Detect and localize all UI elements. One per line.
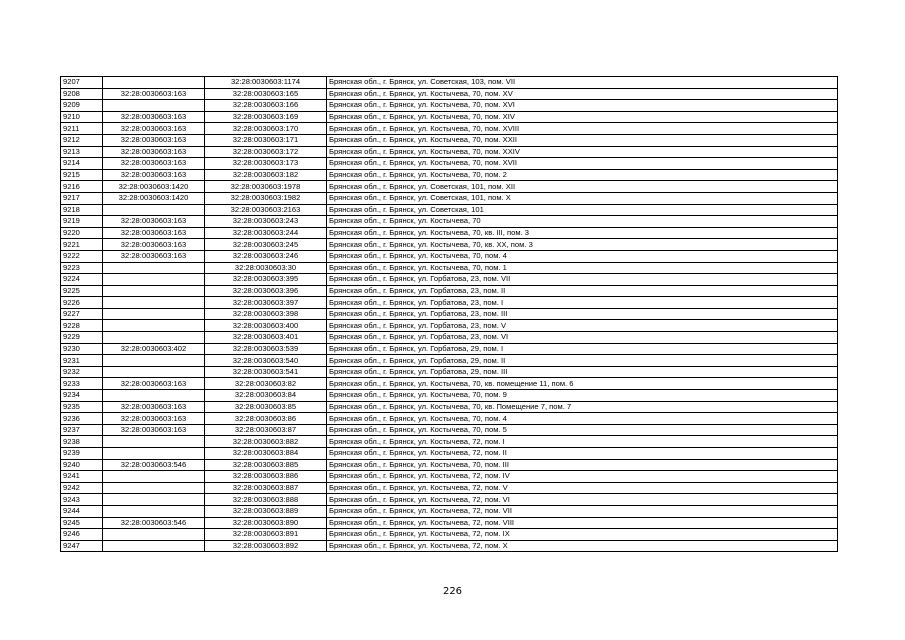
cadastral-number-cell: 32:28:0030603:541 xyxy=(205,366,327,378)
cadastral-number-cell: 32:28:0030603:170 xyxy=(205,123,327,135)
parent-cadastral-number-cell xyxy=(103,100,205,112)
address-cell: Брянская обл., г. Брянск, ул. Советская, 101, пом. XII xyxy=(327,181,838,193)
cadastral-registry-table xyxy=(60,76,838,552)
address-cell: Брянская обл., г. Брянск, ул. Костычева, 72, пом. VIII xyxy=(327,517,838,529)
cadastral-number-cell: 32:28:0030603:887 xyxy=(205,482,327,494)
table-row xyxy=(61,100,838,112)
table-row xyxy=(61,308,838,320)
parent-cadastral-number-cell xyxy=(103,285,205,297)
address-cell: Брянская обл., г. Брянск, ул. Костычева, 70, кв. помещение 11, пом. 6 xyxy=(327,378,838,390)
address-cell: Брянская обл., г. Брянск, ул. Костычева, 70, пом. XV xyxy=(327,88,838,100)
parent-cadastral-number-cell: 32:28:0030603:163 xyxy=(103,227,205,239)
cadastral-number-cell: 32:28:0030603:166 xyxy=(205,100,327,112)
parent-cadastral-number-cell xyxy=(103,390,205,402)
address-cell: Брянская обл., г. Брянск, ул. Костычева, 70, пом. XVII xyxy=(327,158,838,170)
address-cell: Брянская обл., г. Брянск, ул. Горбатова, 23, пом. I xyxy=(327,297,838,309)
row-number-cell: 9218 xyxy=(61,204,103,216)
parent-cadastral-number-cell xyxy=(103,448,205,460)
row-number-cell: 9210 xyxy=(61,111,103,123)
table-row xyxy=(61,517,838,529)
address-cell: Брянская обл., г. Брянск, ул. Советская, 103, пом. VII xyxy=(327,77,838,89)
address-cell: Брянская обл., г. Брянск, ул. Горбатова, 23, пом. VII xyxy=(327,274,838,286)
table-row xyxy=(61,77,838,89)
row-number-cell: 9231 xyxy=(61,355,103,367)
row-number-cell: 9209 xyxy=(61,100,103,112)
cadastral-number-cell: 32:28:0030603:401 xyxy=(205,332,327,344)
parent-cadastral-number-cell xyxy=(103,320,205,332)
table-row xyxy=(61,192,838,204)
address-cell: Брянская обл., г. Брянск, ул. Костычева, 72, пом. I xyxy=(327,436,838,448)
address-cell: Брянская обл., г. Брянск, ул. Горбатова, 29, пом. II xyxy=(327,355,838,367)
cadastral-number-cell: 32:28:0030603:1982 xyxy=(205,192,327,204)
parent-cadastral-number-cell xyxy=(103,436,205,448)
address-cell: Брянская обл., г. Брянск, ул. Костычева, 70, пом. 5 xyxy=(327,424,838,436)
row-number-cell: 9238 xyxy=(61,436,103,448)
row-number-cell: 9235 xyxy=(61,401,103,413)
cadastral-number-cell: 32:28:0030603:171 xyxy=(205,134,327,146)
cadastral-number-cell: 32:28:0030603:30 xyxy=(205,262,327,274)
parent-cadastral-number-cell: 32:28:0030603:546 xyxy=(103,517,205,529)
parent-cadastral-number-cell xyxy=(103,204,205,216)
row-number-cell: 9219 xyxy=(61,216,103,228)
cadastral-number-cell: 32:28:0030603:882 xyxy=(205,436,327,448)
cadastral-number-cell: 32:28:0030603:395 xyxy=(205,274,327,286)
table-row xyxy=(61,459,838,471)
address-cell: Брянская обл., г. Брянск, ул. Костычева, 70, пом. 9 xyxy=(327,390,838,402)
row-number-cell: 9240 xyxy=(61,459,103,471)
parent-cadastral-number-cell: 32:28:0030603:163 xyxy=(103,424,205,436)
cadastral-number-cell: 32:28:0030603:245 xyxy=(205,239,327,251)
table-row xyxy=(61,146,838,158)
parent-cadastral-number-cell: 32:28:0030603:163 xyxy=(103,378,205,390)
cadastral-number-cell: 32:28:0030603:886 xyxy=(205,471,327,483)
parent-cadastral-number-cell xyxy=(103,494,205,506)
cadastral-number-cell: 32:28:0030603:890 xyxy=(205,517,327,529)
address-cell: Брянская обл., г. Брянск, ул. Костычева, 72, пом. V xyxy=(327,482,838,494)
row-number-cell: 9244 xyxy=(61,505,103,517)
row-number-cell: 9234 xyxy=(61,390,103,402)
parent-cadastral-number-cell: 32:28:0030603:163 xyxy=(103,123,205,135)
cadastral-number-cell: 32:28:0030603:396 xyxy=(205,285,327,297)
address-cell: Брянская обл., г. Брянск, ул. Костычева, 70, пом. III xyxy=(327,459,838,471)
row-number-cell: 9236 xyxy=(61,413,103,425)
cadastral-number-cell: 32:28:0030603:244 xyxy=(205,227,327,239)
parent-cadastral-number-cell xyxy=(103,471,205,483)
parent-cadastral-number-cell: 32:28:0030603:163 xyxy=(103,239,205,251)
row-number-cell: 9239 xyxy=(61,448,103,460)
row-number-cell: 9245 xyxy=(61,517,103,529)
address-cell: Брянская обл., г. Брянск, ул. Костычева, 70, пом. 1 xyxy=(327,262,838,274)
address-cell: Брянская обл., г. Брянск, ул. Костычева, 70, пом. XXII xyxy=(327,134,838,146)
row-number-cell: 9226 xyxy=(61,297,103,309)
table-row xyxy=(61,390,838,402)
address-cell: Брянская обл., г. Брянск, ул. Горбатова, 23, пом. II xyxy=(327,285,838,297)
cadastral-number-cell: 32:28:0030603:243 xyxy=(205,216,327,228)
row-number-cell: 9227 xyxy=(61,308,103,320)
address-cell: Брянская обл., г. Брянск, ул. Горбатова, 29, пом. III xyxy=(327,366,838,378)
cadastral-number-cell: 32:28:0030603:885 xyxy=(205,459,327,471)
address-cell: Брянская обл., г. Брянск, ул. Костычева, 70, пом. XXIV xyxy=(327,146,838,158)
address-cell: Брянская обл., г. Брянск, ул. Костычева, 70 xyxy=(327,216,838,228)
row-number-cell: 9243 xyxy=(61,494,103,506)
row-number-cell: 9223 xyxy=(61,262,103,274)
row-number-cell: 9207 xyxy=(61,77,103,89)
cadastral-number-cell: 32:28:0030603:165 xyxy=(205,88,327,100)
parent-cadastral-number-cell xyxy=(103,274,205,286)
table-row xyxy=(61,355,838,367)
address-cell: Брянская обл., г. Брянск, ул. Костычева, 72, пом. VI xyxy=(327,494,838,506)
table-row xyxy=(61,169,838,181)
address-cell: Брянская обл., г. Брянск, ул. Костычева, 70, кв. Помещение 7, пом. 7 xyxy=(327,401,838,413)
address-cell: Брянская обл., г. Брянск, ул. Советская, 101, пом. X xyxy=(327,192,838,204)
address-cell: Брянская обл., г. Брянск, ул. Горбатова, 23, пом. V xyxy=(327,320,838,332)
table-row xyxy=(61,274,838,286)
address-cell: Брянская обл., г. Брянск, ул. Костычева, 70, пом. 4 xyxy=(327,250,838,262)
address-cell: Брянская обл., г. Брянск, ул. Костычева, 72, пом. IV xyxy=(327,471,838,483)
table-row xyxy=(61,540,838,552)
table-row xyxy=(61,134,838,146)
parent-cadastral-number-cell: 32:28:0030603:163 xyxy=(103,158,205,170)
row-number-cell: 9214 xyxy=(61,158,103,170)
cadastral-number-cell: 32:28:0030603:182 xyxy=(205,169,327,181)
address-cell: Брянская обл., г. Брянск, ул. Костычева, 70, пом. XVI xyxy=(327,100,838,112)
table-row xyxy=(61,297,838,309)
parent-cadastral-number-cell: 32:28:0030603:1420 xyxy=(103,192,205,204)
row-number-cell: 9228 xyxy=(61,320,103,332)
parent-cadastral-number-cell xyxy=(103,540,205,552)
table-row xyxy=(61,413,838,425)
cadastral-number-cell: 32:28:0030603:1978 xyxy=(205,181,327,193)
cadastral-number-cell: 32:28:0030603:1174 xyxy=(205,77,327,89)
parent-cadastral-number-cell xyxy=(103,77,205,89)
table-row xyxy=(61,366,838,378)
parent-cadastral-number-cell xyxy=(103,308,205,320)
table-row xyxy=(61,436,838,448)
table-row xyxy=(61,123,838,135)
row-number-cell: 9213 xyxy=(61,146,103,158)
address-cell: Брянская обл., г. Брянск, ул. Костычева, 70, пом. 4 xyxy=(327,413,838,425)
cadastral-number-cell: 32:28:0030603:169 xyxy=(205,111,327,123)
address-cell: Брянская обл., г. Брянск, ул. Костычева, 70, кв. XX, пом. 3 xyxy=(327,239,838,251)
table-row xyxy=(61,111,838,123)
cadastral-number-cell: 32:28:0030603:889 xyxy=(205,505,327,517)
table-row xyxy=(61,239,838,251)
parent-cadastral-number-cell xyxy=(103,366,205,378)
row-number-cell: 9237 xyxy=(61,424,103,436)
row-number-cell: 9232 xyxy=(61,366,103,378)
cadastral-number-cell: 32:28:0030603:397 xyxy=(205,297,327,309)
table-row xyxy=(61,250,838,262)
parent-cadastral-number-cell: 32:28:0030603:163 xyxy=(103,134,205,146)
parent-cadastral-number-cell: 32:28:0030603:546 xyxy=(103,459,205,471)
table-row xyxy=(61,378,838,390)
table-row xyxy=(61,181,838,193)
table-row xyxy=(61,216,838,228)
parent-cadastral-number-cell: 32:28:0030603:163 xyxy=(103,216,205,228)
cadastral-number-cell: 32:28:0030603:398 xyxy=(205,308,327,320)
table-row xyxy=(61,424,838,436)
table-row xyxy=(61,262,838,274)
parent-cadastral-number-cell: 32:28:0030603:163 xyxy=(103,401,205,413)
table-row xyxy=(61,88,838,100)
cadastral-number-cell: 32:28:0030603:540 xyxy=(205,355,327,367)
cadastral-number-cell: 32:28:0030603:86 xyxy=(205,413,327,425)
cadastral-number-cell: 32:28:0030603:172 xyxy=(205,146,327,158)
address-cell: Брянская обл., г. Брянск, ул. Горбатова, 29, пом. I xyxy=(327,343,838,355)
cadastral-number-cell: 32:28:0030603:246 xyxy=(205,250,327,262)
address-cell: Брянская обл., г. Брянск, ул. Костычева, 72, пом. II xyxy=(327,448,838,460)
parent-cadastral-number-cell: 32:28:0030603:163 xyxy=(103,88,205,100)
table-row xyxy=(61,332,838,344)
row-number-cell: 9247 xyxy=(61,540,103,552)
table-row xyxy=(61,494,838,506)
parent-cadastral-number-cell xyxy=(103,262,205,274)
row-number-cell: 9246 xyxy=(61,529,103,541)
row-number-cell: 9216 xyxy=(61,181,103,193)
table-row xyxy=(61,448,838,460)
table-row xyxy=(61,529,838,541)
address-cell: Брянская обл., г. Брянск, ул. Костычева, 70, пом. XVIII xyxy=(327,123,838,135)
cadastral-number-cell: 32:28:0030603:888 xyxy=(205,494,327,506)
parent-cadastral-number-cell xyxy=(103,297,205,309)
cadastral-number-cell: 32:28:0030603:539 xyxy=(205,343,327,355)
table-row xyxy=(61,204,838,216)
row-number-cell: 9241 xyxy=(61,471,103,483)
address-cell: Брянская обл., г. Брянск, ул. Костычева, 70, пом. XIV xyxy=(327,111,838,123)
table-row xyxy=(61,285,838,297)
address-cell: Брянская обл., г. Брянск, ул. Горбатова, 23, пом. III xyxy=(327,308,838,320)
address-cell: Брянская обл., г. Брянск, ул. Костычева, 72, пом. IX xyxy=(327,529,838,541)
cadastral-number-cell: 32:28:0030603:891 xyxy=(205,529,327,541)
registry-table-body xyxy=(61,77,838,552)
cadastral-number-cell: 32:28:0030603:82 xyxy=(205,378,327,390)
address-cell: Брянская обл., г. Брянск, ул. Костычева, 72, пом. X xyxy=(327,540,838,552)
parent-cadastral-number-cell xyxy=(103,505,205,517)
parent-cadastral-number-cell: 32:28:0030603:163 xyxy=(103,146,205,158)
row-number-cell: 9233 xyxy=(61,378,103,390)
row-number-cell: 9211 xyxy=(61,123,103,135)
parent-cadastral-number-cell xyxy=(103,529,205,541)
parent-cadastral-number-cell: 32:28:0030603:1420 xyxy=(103,181,205,193)
cadastral-number-cell: 32:28:0030603:85 xyxy=(205,401,327,413)
table-row xyxy=(61,471,838,483)
cadastral-number-cell: 32:28:0030603:892 xyxy=(205,540,327,552)
table-row xyxy=(61,482,838,494)
address-cell: Брянская обл., г. Брянск, ул. Горбатова, 23, пом. VI xyxy=(327,332,838,344)
cadastral-number-cell: 32:28:0030603:84 xyxy=(205,390,327,402)
address-cell: Брянская обл., г. Брянск, ул. Костычева, 70, пом. 2 xyxy=(327,169,838,181)
page-number: 226 xyxy=(442,586,463,597)
row-number-cell: 9215 xyxy=(61,169,103,181)
parent-cadastral-number-cell: 32:28:0030603:163 xyxy=(103,250,205,262)
parent-cadastral-number-cell: 32:28:0030603:402 xyxy=(103,343,205,355)
row-number-cell: 9221 xyxy=(61,239,103,251)
row-number-cell: 9230 xyxy=(61,343,103,355)
table-row xyxy=(61,158,838,170)
address-cell: Брянская обл., г. Брянск, ул. Костычева, 72, пом. VII xyxy=(327,505,838,517)
cadastral-number-cell: 32:28:0030603:2163 xyxy=(205,204,327,216)
parent-cadastral-number-cell: 32:28:0030603:163 xyxy=(103,169,205,181)
cadastral-number-cell: 32:28:0030603:173 xyxy=(205,158,327,170)
parent-cadastral-number-cell xyxy=(103,355,205,367)
table-row xyxy=(61,227,838,239)
row-number-cell: 9225 xyxy=(61,285,103,297)
table-row xyxy=(61,320,838,332)
row-number-cell: 9208 xyxy=(61,88,103,100)
row-number-cell: 9242 xyxy=(61,482,103,494)
row-number-cell: 9217 xyxy=(61,192,103,204)
parent-cadastral-number-cell xyxy=(103,482,205,494)
address-cell: Брянская обл., г. Брянск, ул. Советская, 101 xyxy=(327,204,838,216)
cadastral-number-cell: 32:28:0030603:884 xyxy=(205,448,327,460)
row-number-cell: 9229 xyxy=(61,332,103,344)
row-number-cell: 9212 xyxy=(61,134,103,146)
table-row xyxy=(61,401,838,413)
table-row xyxy=(61,505,838,517)
cadastral-number-cell: 32:28:0030603:400 xyxy=(205,320,327,332)
cadastral-number-cell: 32:28:0030603:87 xyxy=(205,424,327,436)
parent-cadastral-number-cell xyxy=(103,332,205,344)
row-number-cell: 9220 xyxy=(61,227,103,239)
parent-cadastral-number-cell: 32:28:0030603:163 xyxy=(103,111,205,123)
parent-cadastral-number-cell: 32:28:0030603:163 xyxy=(103,413,205,425)
row-number-cell: 9224 xyxy=(61,274,103,286)
address-cell: Брянская обл., г. Брянск, ул. Костычева, 70, кв. III, пом. 3 xyxy=(327,227,838,239)
row-number-cell: 9222 xyxy=(61,250,103,262)
table-row xyxy=(61,343,838,355)
